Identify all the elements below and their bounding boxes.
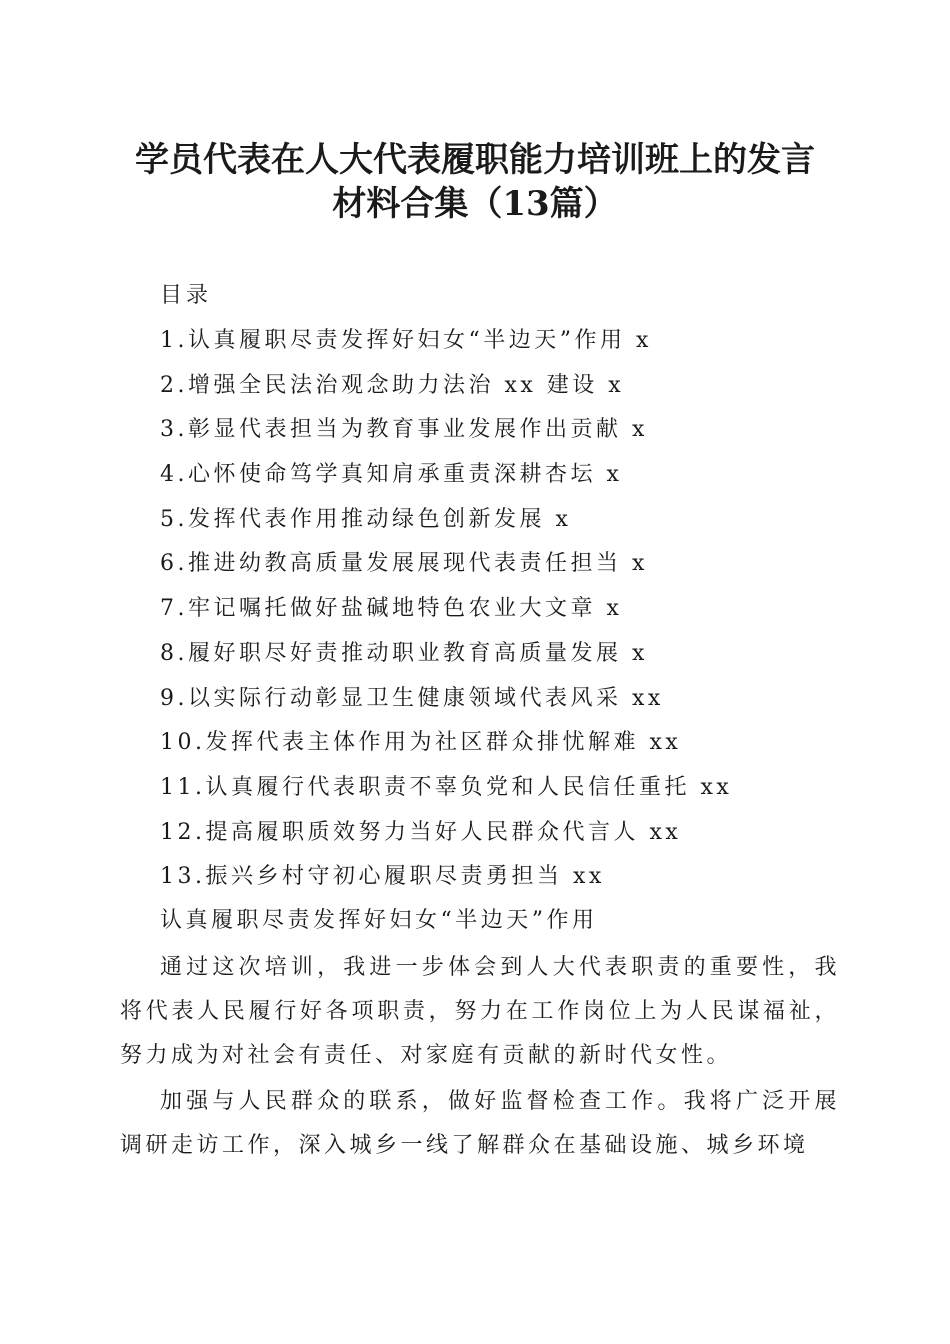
toc-item: 1.认真履职尽责发挥好妇女“半边天”作用 x: [160, 328, 652, 353]
toc-item: 11.认真履行代表职责不辜负党和人民信任重托 xx: [160, 774, 733, 800]
body-paragraph: 通过这次培训，我进一步体会到人大代表职责的重要性，我将代表人民履行好各项职责，努力在工作岗位上为人民谋福祉，努力成为对社会有责任、对家庭有贡献的新时代女性。: [120, 955, 840, 1068]
toc-item: 13.振兴乡村守初心履职尽责勇担当 xx: [160, 864, 605, 890]
toc-item: 7.牢记嘱托做好盐碱地特色农业大文章 x: [160, 596, 623, 622]
document-title-line-2: 材料合集（13篇）: [332, 184, 618, 224]
document-title-line-1: 学员代表在人大代表履职能力培训班上的发言: [135, 140, 815, 180]
toc-item: 4.心怀使命笃学真知肩承重责深耕杏坛 x: [160, 462, 623, 488]
toc-item: 10.发挥代表主体作用为社区群众排忧解难 xx: [160, 730, 682, 756]
body-paragraph: 加强与人民群众的联系，做好监督检查工作。我将广泛开展调研走访工作，深入城乡一线了解群众在基础设施、城乡环境: [120, 1089, 840, 1158]
toc-item: 3.彰显代表担当为教育事业发展作出贡献 x: [160, 417, 648, 443]
toc-item: 9.以实际行动彰显卫生健康领域代表风采 xx: [160, 685, 664, 711]
table-of-contents: [160, 325, 732, 906]
toc-item: 8.履好职尽好责推动职业教育高质量发展 x: [160, 640, 648, 666]
toc-item: 2.增强全民法治观念助力法治 xx 建设 x: [160, 372, 625, 398]
toc-item: 12.提高履职质效努力当好人民群众代言人 xx: [160, 819, 682, 845]
section-title: 认真履职尽责发挥好妇女“半边天”作用: [160, 908, 598, 933]
toc-item: 6.推进幼教高质量发展展现代表责任担当 x: [160, 551, 648, 577]
toc-item: 5.发挥代表作用推动绿色创新发展 x: [160, 506, 572, 532]
toc-heading: 目录: [160, 283, 213, 308]
